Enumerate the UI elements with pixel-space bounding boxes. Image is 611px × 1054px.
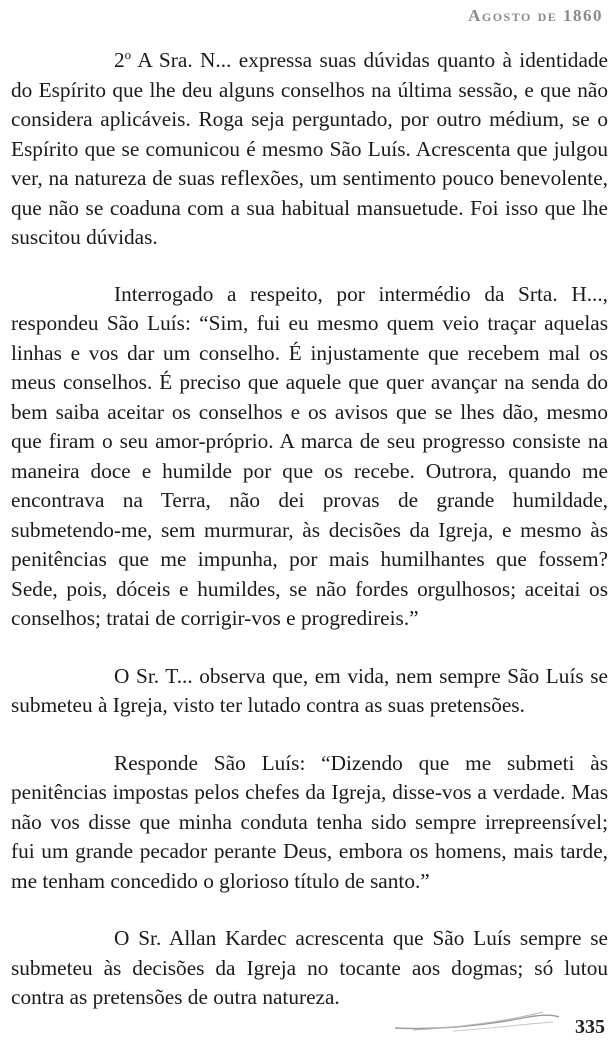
footer-flourish-ornament (393, 1008, 563, 1032)
paragraph-5: O Sr. Allan Kardec acrescenta que São Luís sempre se submeteu às decisões da Igreja no tocante aos dogmas; só lutou contra as pretensões de outra natureza. (11, 926, 608, 1010)
page-body (11, 40, 608, 1041)
running-head: Agosto de 1860 (468, 6, 603, 25)
paragraph-1-ordinal: 2 (114, 48, 125, 73)
paragraph-3: O Sr. T... observa que, em vida, nem sempre São Luís se submeteu à Igreja, visto ter lutado contra as suas pretensões. (11, 663, 608, 718)
paragraph-4: Responde São Luís: “Dizendo que me submeti às penitências impostas pelos chefes da Igreja, disse-vos a verdade. Mas não vos disse que minha conduta tenha sido sempre irrepreensível; fui um grande pecador perante Deus, embora os homens, mais tarde, me tenham concedido o glorioso título de santo.” (11, 750, 608, 893)
paragraph-1 (11, 40, 608, 253)
paragraph-2: Interrogado a respeito, por intermédio da Srta. H..., respondeu São Luís: “Sim, fui eu mesmo quem veio traçar aquelas linhas e vos dar um conselho. É injustamente que recebem mal os meus conselhos. É preciso que aquele que quer avançar na senda do bem saiba aceitar os conselhos e os avisos que se lhes dão, mesmo que firam o seu amor-próprio. A marca de seu progresso consiste na maneira doce e humilde por que os recebe. Outrora, quando me encontrava na Terra, não dei provas de grande humildade, submetendo-me, sem murmurar, às decisões da Igreja, e mesmo às penitências que me impunha, por mais humilhantes que fossem? Sede, pois, dóceis e humildes, se não fordes orgulhosos; aceitai os conselhos; tratai de corrigir-vos e progredireis.” (11, 281, 608, 631)
page-number: 335 (575, 1016, 605, 1038)
paragraph-1-ordinal-sup: o (124, 47, 132, 62)
paragraph-1-text: A Sra. N... expressa suas dúvidas quanto à identidade do Espírito que lhe deu alguns conselhos na última sessão, e que não considera aplicáveis. Roga seja perguntado, por outro médium, se o Espírito que se comunicou é mesmo São Luís. Acrescenta que julgou ver, na natureza de suas reflexões, um sentimento pouco benevolente, que não se coaduna com a sua habitual mansuetude. Foi isso que lhe suscitou dúvidas. (11, 48, 608, 250)
